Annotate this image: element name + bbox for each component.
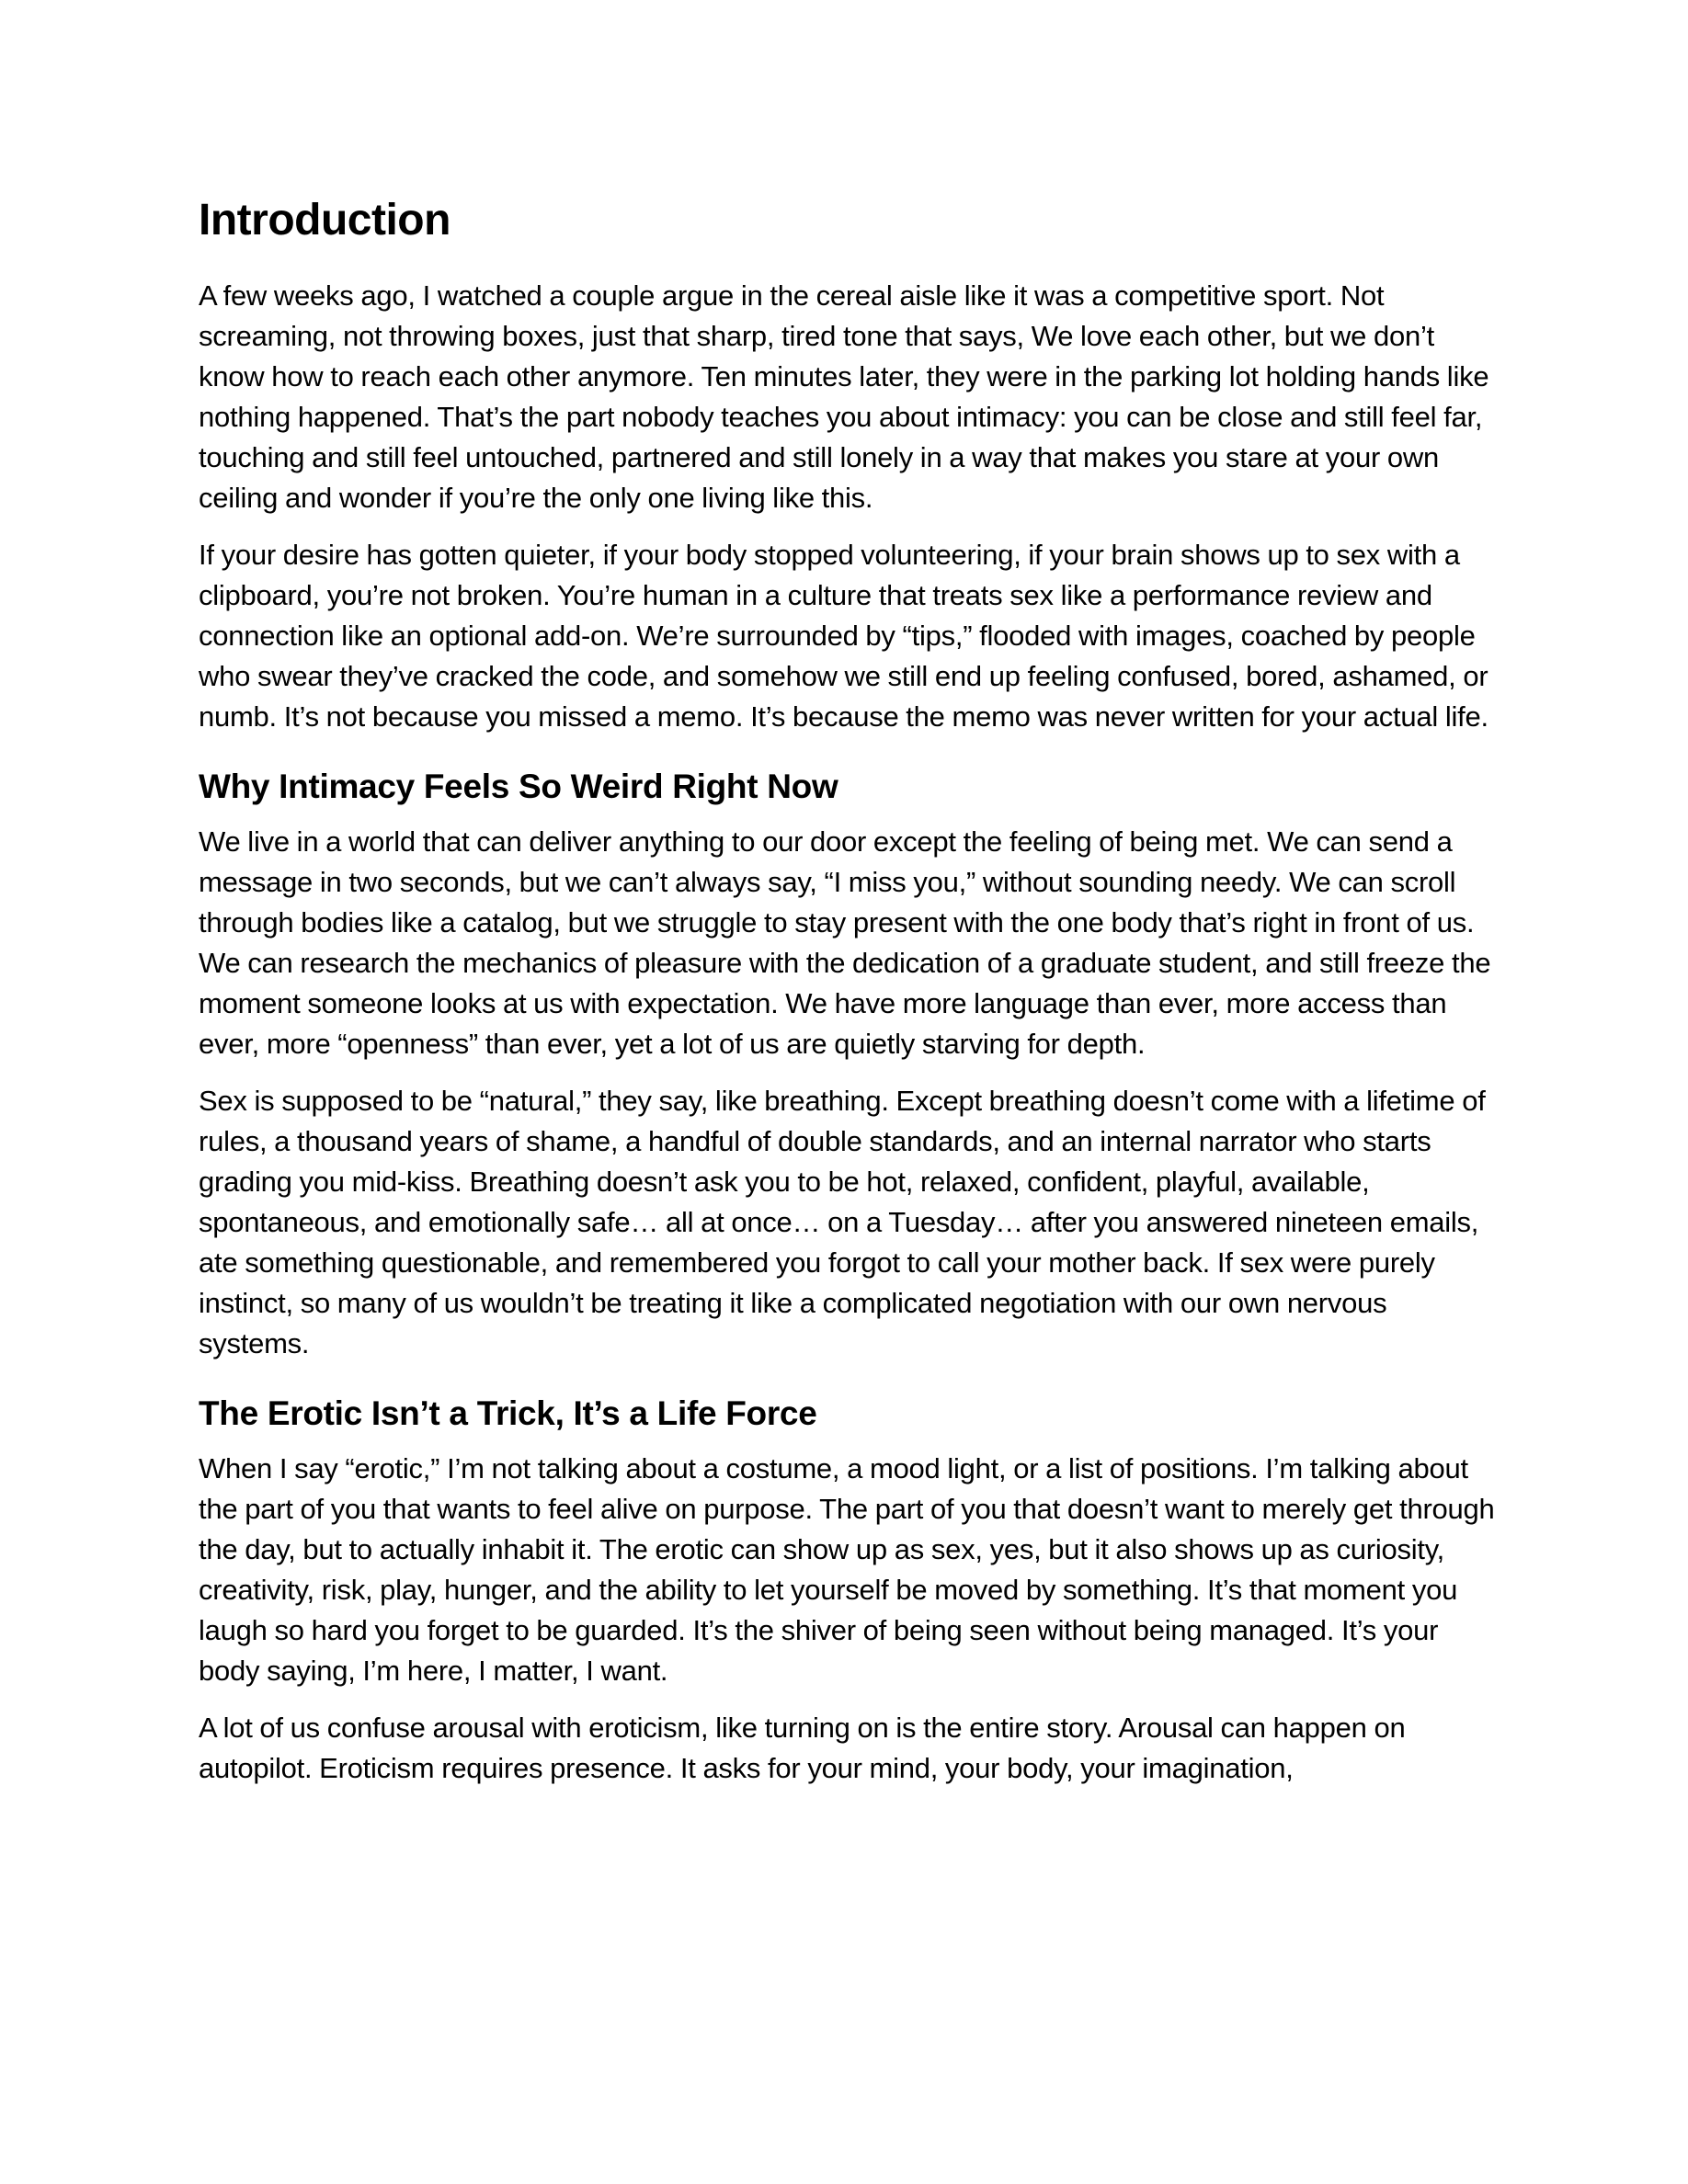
page-content (199, 193, 1504, 1805)
intro-paragraph: If your desire has gotten quieter, if your body stopped volunteering, if your brain shows up to sex with a clipboard, you’re not broken. You’re human in a culture that treats sex like a performance review and connection like an optional add-on. We’re surrounded by “tips,” flooded with images, coached by people who swear they’ve cracked the code, and somehow we still end up feeling confused, bored, ashamed, or numb. It’s not because you missed a memo. It’s because the memo was never written for your actual life. (199, 539, 1488, 733)
section-paragraph: We live in a world that can deliver anything to our door except the feeling of being met. We can send a message in two seconds, but we can’t always say, “I miss you,” without sounding needy. We can scroll through bodies like a catalog, but we struggle to stay present with the one body that’s right in front of us. We can research the mechanics of pleasure with the dedication of a graduate student, and still freeze the moment someone looks at us with expectation. We have more language than ever, more access than ever, more “openness” than ever, yet a lot of us are quietly starving for depth. (199, 825, 1491, 1061)
section-paragraph: Sex is supposed to be “natural,” they say, like breathing. Except breathing doesn’t come with a lifetime of rules, a thousand years of shame, a handful of double standards, and an internal narrator who starts grading you mid-kiss. Breathing doesn’t ask you to be hot, relaxed, confident, playful, available, spontaneous, and emotionally safe… all at once… on a Tuesday… after you answered nineteen emails, ate something questionable, and remembered you forgot to call your mother back. If sex were purely instinct, so many of us wouldn’t be treating it like a complicated negotiation with our own nervous systems. (199, 1085, 1486, 1360)
page-title: Introduction (199, 196, 451, 245)
section-paragraph: A lot of us confuse arousal with eroticism, like turning on is the entire story. Arousal can happen on autopilot. Eroticism requires presence. It asks for your mind, your body, your imagination, (199, 1712, 1406, 1785)
section-heading: Why Intimacy Feels So Weird Right Now (199, 768, 838, 805)
intro-paragraph: A few weeks ago, I watched a couple argue in the cereal aisle like it was a competitive sport. Not screaming, not throwing boxes, just that sharp, tired tone that says, We love each other, but we don’t know how to reach each other anymore. Ten minutes later, they were in the parking lot holding hands like nothing happened. That’s the part nobody teaches you about intimacy: you can be close and still feel far, touching and still feel untouched, partnered and still lonely in a way that makes you stare at your own ceiling and wonder if you’re the only one living like this. (199, 279, 1489, 514)
section-why-intimacy (199, 765, 1504, 1364)
section-erotic-life-force (199, 1392, 1504, 1789)
section-paragraph: When I say “erotic,” I’m not talking about a costume, a mood light, or a list of positions. I’m talking about the part of you that wants to feel alive on purpose. The part of you that doesn’t want to merely get through the day, but to actually inhabit it. The erotic can show up as sex, yes, but it also shows up as curiosity, creativity, risk, play, hunger, and the ability to let yourself be moved by something. It’s that moment you laugh so hard you forget to be guarded. It’s the shiver of being seen without being managed. It’s your body saying, I’m here, I matter, I want. (199, 1452, 1495, 1688)
section-heading: The Erotic Isn’t a Trick, It’s a Life Force (199, 1394, 817, 1433)
